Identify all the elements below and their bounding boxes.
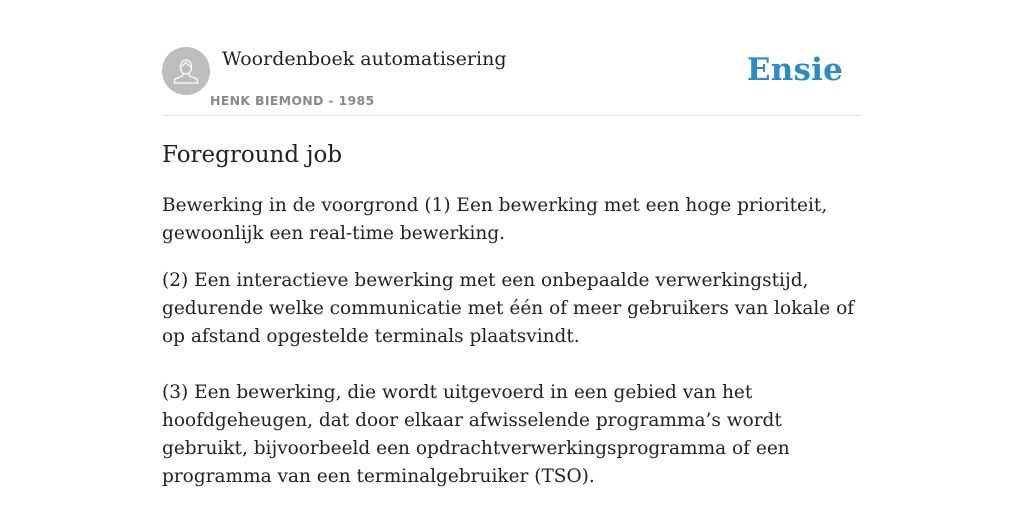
ensie-logo[interactable]: Ensie	[746, 52, 843, 88]
entry-definition	[162, 192, 872, 491]
user-avatar-icon[interactable]	[162, 47, 210, 95]
user-silhouette-icon	[162, 47, 210, 95]
source-header	[162, 47, 862, 116]
definition-paragraph-3: (3) Een bewerking, die wordt uitgevoerd in een gebied van het hoofdgeheugen, dat door elkaar afwisselende programma’s wordt gebruikt, bijvoorbeeld een opdrachtverwerkingsprogramma of een programma van een terminalgebruiker (TSO).	[162, 382, 790, 487]
entry-term: Foreground job	[162, 142, 343, 168]
source-meta	[210, 93, 375, 108]
definition-paragraph-2: (2) Een interactieve bewerking met een onbepaalde verwerkingstijd, gedurende welke communicatie met één of meer gebruikers van lokale of op afstand opgestelde terminals plaatsvindt.	[162, 270, 855, 347]
definition-paragraph-1: Bewerking in de voorgrond (1) Een bewerking met een hoge prioriteit, gewoonlijk een real-time bewerking.	[162, 195, 828, 244]
publication-year: 1985	[338, 93, 375, 108]
source-title[interactable]: Woordenboek automatisering	[222, 48, 507, 70]
author-name[interactable]: HENK BIEMOND	[210, 93, 324, 108]
meta-separator: -	[328, 93, 334, 108]
